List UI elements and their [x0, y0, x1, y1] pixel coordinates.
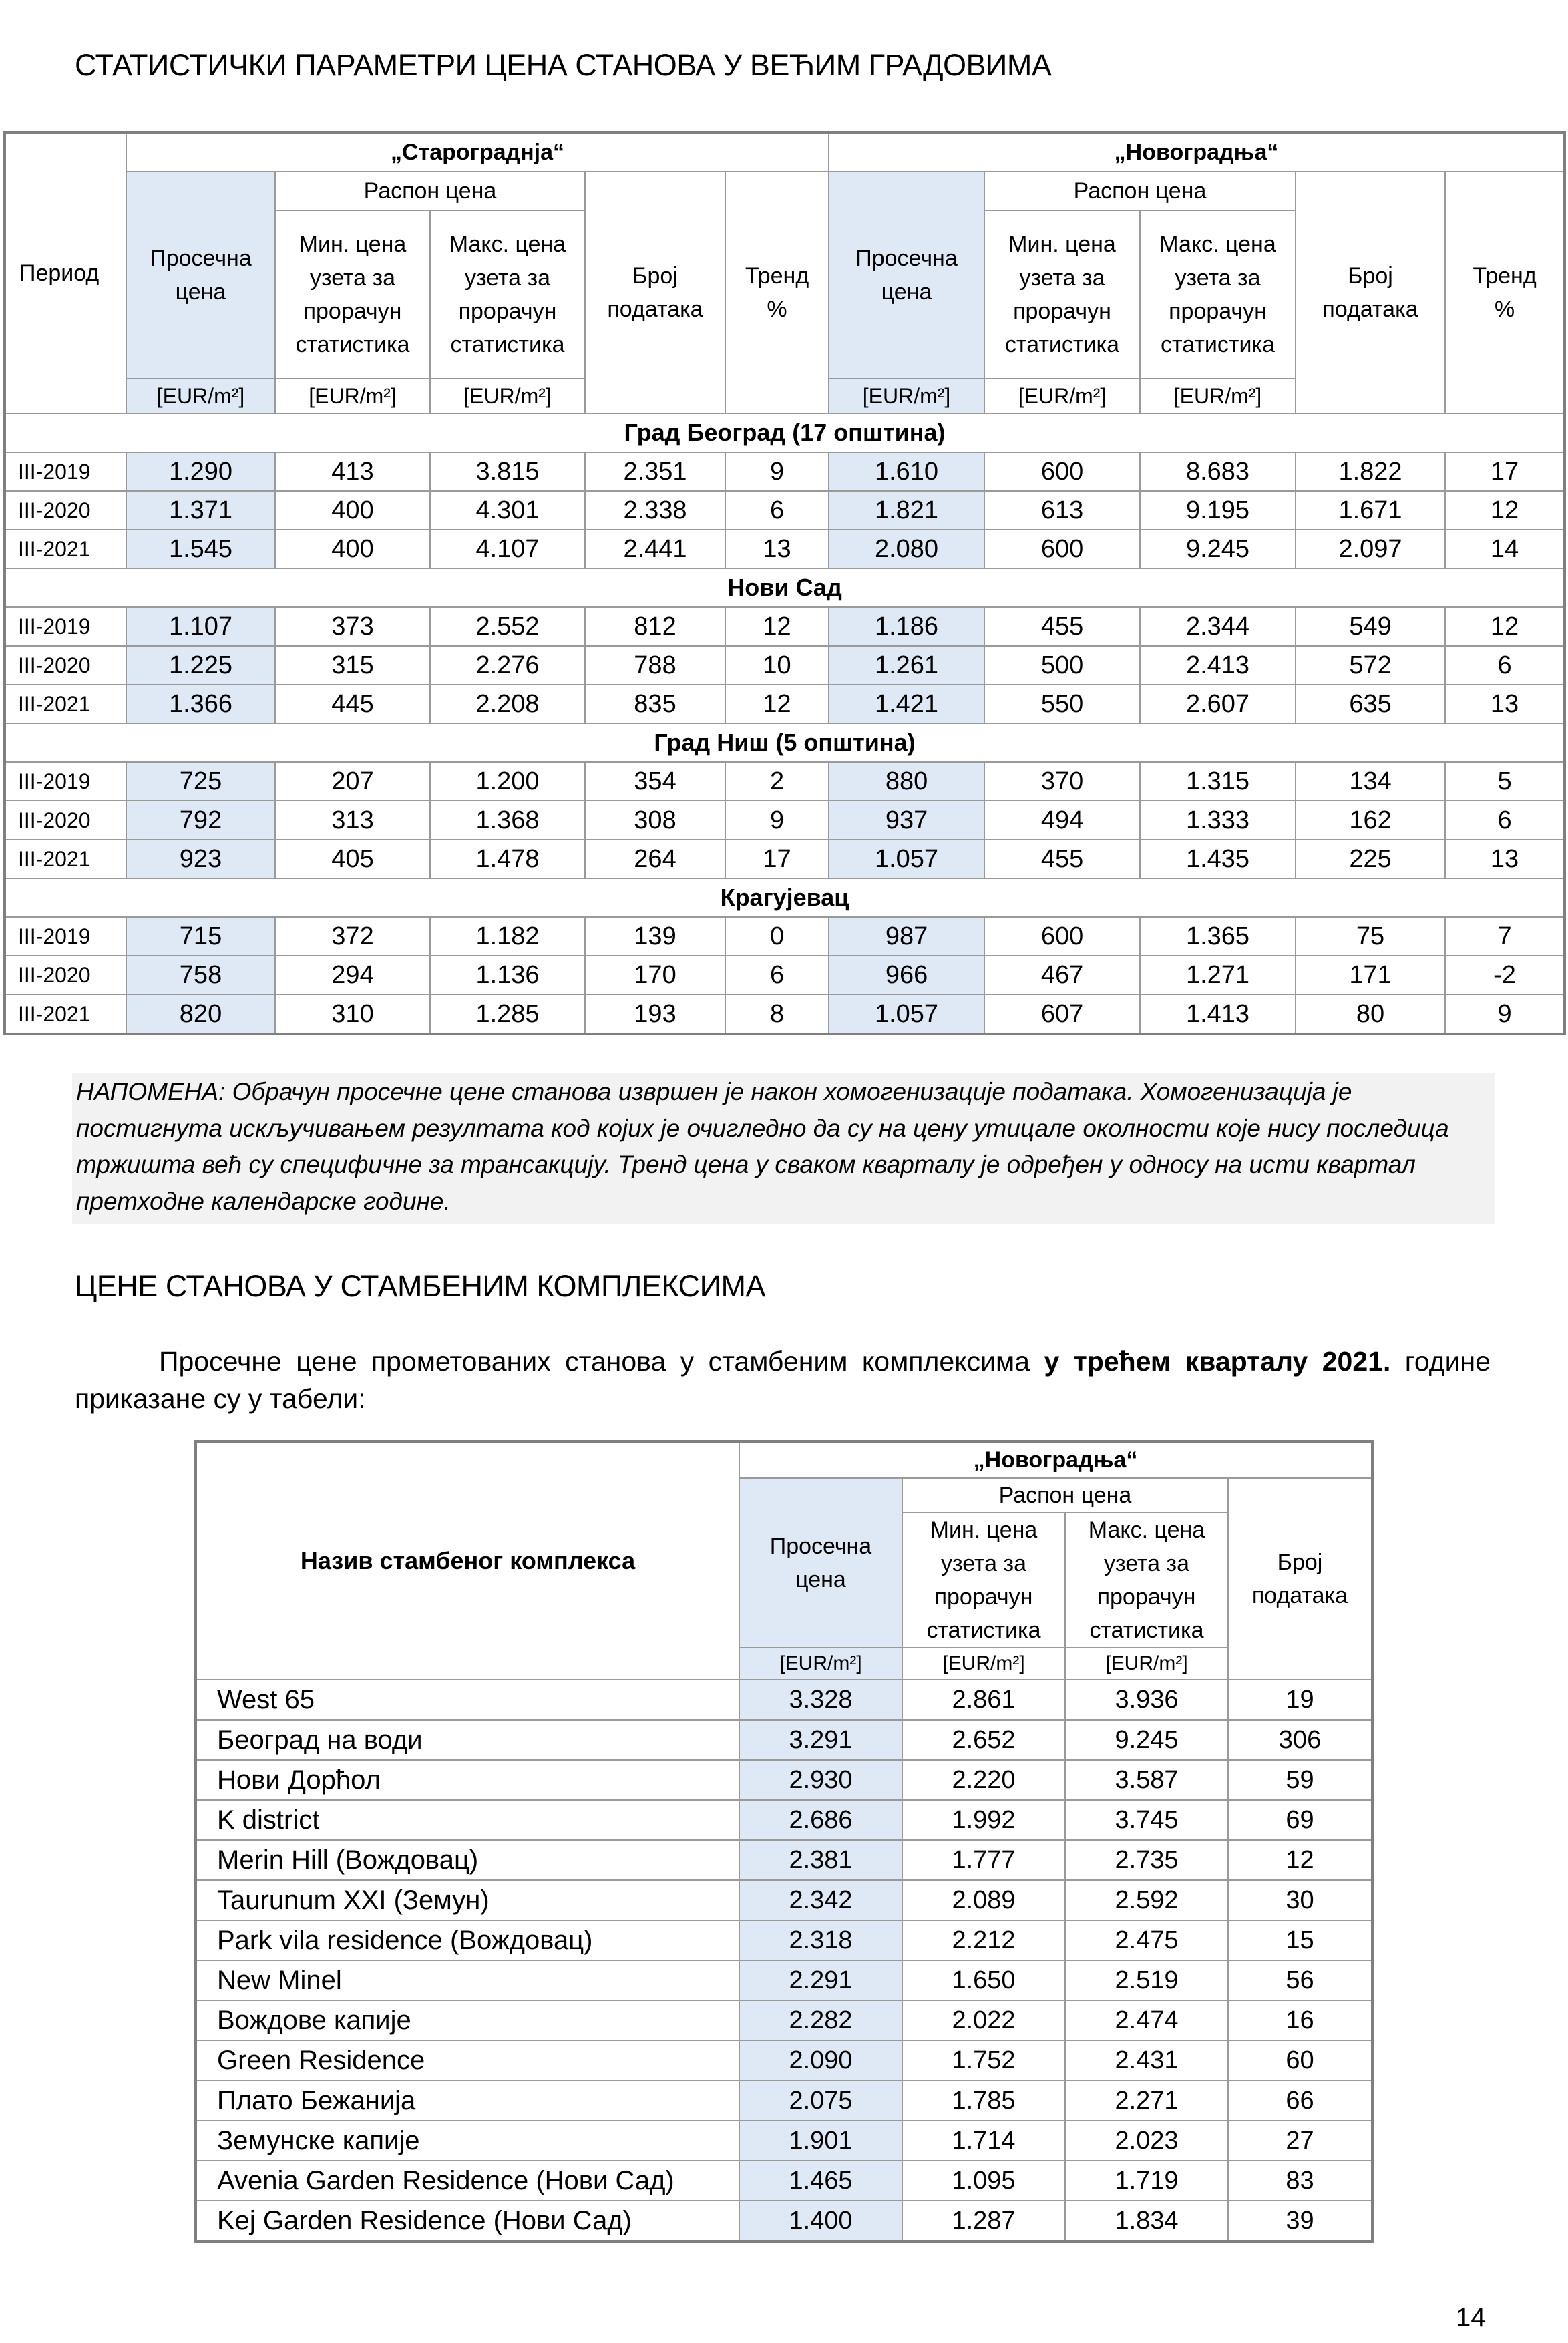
value-cell: 373 [275, 607, 430, 646]
table-row [5, 530, 1565, 568]
value-cell: 1.182 [430, 917, 585, 956]
count-header: Број података [1228, 1478, 1372, 1680]
new-price-range-header: Распон цена [984, 172, 1296, 210]
value-cell: 17 [725, 840, 829, 878]
value-cell: 1.822 [1296, 452, 1445, 491]
value-cell: 9 [725, 452, 829, 491]
value-cell: 294 [275, 956, 430, 995]
table-row [5, 607, 1565, 646]
value-cell: 937 [829, 801, 984, 840]
value-cell: -2 [1445, 956, 1565, 995]
value-cell: 2.861 [902, 1680, 1065, 1720]
complex-price-table [194, 1440, 1374, 2243]
value-cell: 1.752 [902, 2040, 1065, 2081]
value-cell: 3.291 [739, 1720, 902, 1760]
value-cell: 12 [1445, 607, 1565, 646]
section2-title: ЦЕНЕ СТАНОВА У СТАМБЕНИМ КОМПЛЕКСИМА [75, 1269, 765, 1303]
table-row [5, 840, 1565, 878]
old-count-header: Број података [585, 172, 725, 413]
value-cell: 400 [275, 530, 430, 568]
paragraph-text-end: године приказане су у табели: [75, 1346, 1491, 1414]
value-cell: 225 [1296, 840, 1445, 878]
value-cell: 2.097 [1296, 530, 1445, 568]
old-trend-header: Тренд % [725, 172, 829, 413]
value-cell: 60 [1228, 2040, 1372, 2081]
value-cell: 2.652 [902, 1720, 1065, 1760]
value-cell: 725 [126, 762, 275, 801]
value-cell: 75 [1296, 917, 1445, 956]
value-cell: 4.107 [430, 530, 585, 568]
city-group-header: Град Ниш (5 општина) [5, 723, 1565, 762]
value-cell: 1.901 [739, 2121, 902, 2161]
period-cell: III-2020 [5, 801, 126, 840]
table-row [5, 762, 1565, 801]
complex-name-cell: Београд на води [196, 1720, 739, 1760]
unit-label: [EUR/m²] [739, 1648, 902, 1680]
value-cell: 1.333 [1140, 801, 1296, 840]
value-cell: 12 [1228, 1840, 1372, 1880]
value-cell: 0 [725, 917, 829, 956]
new-min-price-header: Мин. цена узета за прорачун статистика [984, 210, 1140, 379]
value-cell: 4.301 [430, 491, 585, 530]
city-price-table [3, 131, 1566, 1035]
value-cell: 2.090 [739, 2040, 902, 2081]
value-cell: 13 [1445, 685, 1565, 723]
value-cell: 835 [585, 685, 725, 723]
value-cell: 1.421 [829, 685, 984, 723]
value-cell: 372 [275, 917, 430, 956]
value-cell: 13 [1445, 840, 1565, 878]
value-cell: 966 [829, 956, 984, 995]
value-cell: 923 [126, 840, 275, 878]
value-cell: 370 [984, 762, 1140, 801]
value-cell: 354 [585, 762, 725, 801]
new-count-header: Број података [1296, 172, 1445, 413]
value-cell: 8.683 [1140, 452, 1296, 491]
value-cell: 30 [1228, 1880, 1372, 1920]
value-cell: 17 [1445, 452, 1565, 491]
unit-label: [EUR/m²] [430, 379, 585, 413]
value-cell: 1.057 [829, 995, 984, 1034]
table-row [196, 2121, 1372, 2161]
value-cell: 1.650 [902, 1960, 1065, 2000]
value-cell: 812 [585, 607, 725, 646]
avg-price-header: Просечна цена [739, 1478, 902, 1648]
value-cell: 1.478 [430, 840, 585, 878]
value-cell: 1.285 [430, 995, 585, 1034]
table-row [5, 956, 1565, 995]
value-cell: 13 [725, 530, 829, 568]
value-cell: 1.465 [739, 2161, 902, 2201]
page-number: 14 [1456, 2303, 1486, 2332]
value-cell: 2.212 [902, 1920, 1065, 1960]
value-cell: 1.107 [126, 607, 275, 646]
value-cell: 139 [585, 917, 725, 956]
table-row [5, 995, 1565, 1034]
value-cell: 788 [585, 646, 725, 685]
value-cell: 2.344 [1140, 607, 1296, 646]
value-cell: 1.290 [126, 452, 275, 491]
table-row [196, 1680, 1372, 1720]
period-cell: III-2020 [5, 491, 126, 530]
table-row [5, 452, 1565, 491]
period-header: Период [5, 132, 126, 413]
value-cell: 306 [1228, 1720, 1372, 1760]
complex-name-cell: Merin Hill (Вождовац) [196, 1840, 739, 1880]
value-cell: 572 [1296, 646, 1445, 685]
value-cell: 6 [1445, 801, 1565, 840]
complex-name-cell: New Minel [196, 1960, 739, 2000]
value-cell: 7 [1445, 917, 1565, 956]
table-row [5, 917, 1565, 956]
table-row [196, 2161, 1372, 2201]
value-cell: 80 [1296, 995, 1445, 1034]
table-row [196, 1840, 1372, 1880]
value-cell: 6 [725, 491, 829, 530]
value-cell: 792 [126, 801, 275, 840]
price-range-header: Распон цена [902, 1478, 1228, 1513]
value-cell: 2.552 [430, 607, 585, 646]
value-cell: 170 [585, 956, 725, 995]
table-row [196, 1920, 1372, 1960]
complex-name-cell: Земунске капије [196, 2121, 739, 2161]
value-cell: 467 [984, 956, 1140, 995]
table-row [196, 1720, 1372, 1760]
paragraph-bold: у трећем кварталу 2021. [1044, 1346, 1391, 1377]
value-cell: 1.610 [829, 452, 984, 491]
value-cell: 5 [1445, 762, 1565, 801]
complex-name-cell: Плато Бежанија [196, 2081, 739, 2121]
new-trend-header: Тренд % [1445, 172, 1565, 413]
value-cell: 27 [1228, 2121, 1372, 2161]
value-cell: 1.365 [1140, 917, 1296, 956]
old-min-price-header: Мин. цена узета за прорачун статистика [275, 210, 430, 379]
city-group-header: Крагујевац [5, 878, 1565, 917]
table-row [196, 1800, 1372, 1840]
value-cell: 600 [984, 530, 1140, 568]
value-cell: 1.287 [902, 2201, 1065, 2241]
value-cell: 2.930 [739, 1760, 902, 1800]
old-build-header: „Старограднја“ [126, 132, 829, 172]
value-cell: 9 [1445, 995, 1565, 1034]
value-cell: 1.366 [126, 685, 275, 723]
period-cell: III-2020 [5, 646, 126, 685]
value-cell: 1.200 [430, 762, 585, 801]
value-cell: 613 [984, 491, 1140, 530]
value-cell: 8 [725, 995, 829, 1034]
period-cell: III-2019 [5, 452, 126, 491]
complex-name-cell: K district [196, 1800, 739, 1840]
period-cell: III-2019 [5, 762, 126, 801]
value-cell: 9.245 [1065, 1720, 1228, 1760]
value-cell: 15 [1228, 1920, 1372, 1960]
value-cell: 39 [1228, 2201, 1372, 2241]
value-cell: 1.785 [902, 2081, 1065, 2121]
value-cell: 207 [275, 762, 430, 801]
value-cell: 2.381 [739, 1840, 902, 1880]
value-cell: 455 [984, 840, 1140, 878]
methodology-note: НАПОМЕНА: Обрачун просечне цене станова извршен је након хомогенизације података. Хомогенизација је постигнута искључивањем резултата код којих је очигледно да су на цену утицале околности које нису последица тржишта већ су специфичне за трансакцију. Тренд цена у сваком кварталу је одређен у односу на исти квартал претходне календарске године. [72, 1073, 1495, 1224]
city-group-header: Град Београд (17 општина) [5, 413, 1565, 452]
value-cell: 413 [275, 452, 430, 491]
value-cell: 66 [1228, 2081, 1372, 2121]
value-cell: 400 [275, 491, 430, 530]
value-cell: 9.245 [1140, 530, 1296, 568]
value-cell: 820 [126, 995, 275, 1034]
table-row [196, 1960, 1372, 2000]
value-cell: 1.271 [1140, 956, 1296, 995]
value-cell: 445 [275, 685, 430, 723]
complex-name-cell: Вождове капије [196, 2000, 739, 2040]
unit-label: [EUR/m²] [984, 379, 1140, 413]
complex-name-cell: West 65 [196, 1680, 739, 1720]
table-row [196, 1760, 1372, 1800]
value-cell: 2.075 [739, 2081, 902, 2121]
value-cell: 2.208 [430, 685, 585, 723]
unit-label: [EUR/m²] [829, 379, 984, 413]
value-cell: 2.607 [1140, 685, 1296, 723]
value-cell: 12 [725, 685, 829, 723]
value-cell: 715 [126, 917, 275, 956]
intro-paragraph [75, 1342, 1491, 1417]
table-row [196, 2000, 1372, 2040]
value-cell: 1.225 [126, 646, 275, 685]
value-cell: 2.735 [1065, 1840, 1228, 1880]
value-cell: 2.686 [739, 1800, 902, 1840]
value-cell: 1.186 [829, 607, 984, 646]
value-cell: 6 [1445, 646, 1565, 685]
new-build-header: „Новоградња“ [739, 1441, 1372, 1478]
new-avg-price-header: Просечна цена [829, 172, 984, 379]
value-cell: 69 [1228, 1800, 1372, 1840]
value-cell: 2.318 [739, 1920, 902, 1960]
period-cell: III-2021 [5, 995, 126, 1034]
value-cell: 2.413 [1140, 646, 1296, 685]
value-cell: 315 [275, 646, 430, 685]
value-cell: 494 [984, 801, 1140, 840]
complex-name-cell: Нови Дорћол [196, 1760, 739, 1800]
period-cell: III-2021 [5, 840, 126, 878]
paragraph-text: Просечне цене прометованих станова у стамбеним комплексима [159, 1346, 1044, 1377]
value-cell: 308 [585, 801, 725, 840]
table-row [5, 646, 1565, 685]
unit-label: [EUR/m²] [1140, 379, 1296, 413]
value-cell: 1.821 [829, 491, 984, 530]
value-cell: 2.342 [739, 1880, 902, 1920]
value-cell: 1.413 [1140, 995, 1296, 1034]
old-avg-price-header: Просечна цена [126, 172, 275, 379]
table-row [196, 2040, 1372, 2081]
value-cell: 264 [585, 840, 725, 878]
value-cell: 2.276 [430, 646, 585, 685]
value-cell: 193 [585, 995, 725, 1034]
value-cell: 6 [725, 956, 829, 995]
complex-name-cell: Kej Garden Residence (Нови Сад) [196, 2201, 739, 2241]
table-row [5, 801, 1565, 840]
value-cell: 1.057 [829, 840, 984, 878]
value-cell: 1.992 [902, 1800, 1065, 1840]
max-price-header: Макс. цена узета за прорачун статистика [1065, 1513, 1228, 1648]
complex-name-cell: Taurunum XXI (Земун) [196, 1880, 739, 1920]
value-cell: 162 [1296, 801, 1445, 840]
table-row [196, 1880, 1372, 1920]
value-cell: 2.089 [902, 1880, 1065, 1920]
value-cell: 1.400 [739, 2201, 902, 2241]
value-cell: 59 [1228, 1760, 1372, 1800]
complex-name-cell: Park vila residence (Вождовац) [196, 1920, 739, 1960]
table-row [196, 2201, 1372, 2241]
min-price-header: Мин. цена узета за прорачун статистика [902, 1513, 1065, 1648]
value-cell: 2.474 [1065, 2000, 1228, 2040]
new-max-price-header: Макс. цена узета за прорачун статистика [1140, 210, 1296, 379]
complex-name-header: Назив стамбеног комплекса [196, 1441, 739, 1680]
unit-label: [EUR/m²] [275, 379, 430, 413]
value-cell: 313 [275, 801, 430, 840]
value-cell: 2.475 [1065, 1920, 1228, 1960]
value-cell: 2.022 [902, 2000, 1065, 2040]
value-cell: 2.271 [1065, 2081, 1228, 2121]
value-cell: 14 [1445, 530, 1565, 568]
value-cell: 1.435 [1140, 840, 1296, 878]
value-cell: 549 [1296, 607, 1445, 646]
value-cell: 600 [984, 917, 1140, 956]
value-cell: 1.834 [1065, 2201, 1228, 2241]
complex-name-cell: Green Residence [196, 2040, 739, 2081]
value-cell: 3.936 [1065, 1680, 1228, 1720]
unit-label: [EUR/m²] [902, 1648, 1065, 1680]
value-cell: 1.095 [902, 2161, 1065, 2201]
value-cell: 3.328 [739, 1680, 902, 1720]
value-cell: 1.371 [126, 491, 275, 530]
table-row [5, 491, 1565, 530]
period-cell: III-2021 [5, 530, 126, 568]
value-cell: 171 [1296, 956, 1445, 995]
value-cell: 550 [984, 685, 1140, 723]
value-cell: 600 [984, 452, 1140, 491]
value-cell: 134 [1296, 762, 1445, 801]
city-group-header: Нови Сад [5, 568, 1565, 607]
value-cell: 1.261 [829, 646, 984, 685]
unit-label: [EUR/m²] [1065, 1648, 1228, 1680]
value-cell: 2.431 [1065, 2040, 1228, 2081]
value-cell: 12 [1445, 491, 1565, 530]
value-cell: 2.592 [1065, 1880, 1228, 1920]
old-price-range-header: Распон цена [275, 172, 585, 210]
period-cell: III-2019 [5, 917, 126, 956]
value-cell: 2.282 [739, 2000, 902, 2040]
value-cell: 9.195 [1140, 491, 1296, 530]
value-cell: 1.714 [902, 2121, 1065, 2161]
old-max-price-header: Макс. цена узета за прорачун статистика [430, 210, 585, 379]
value-cell: 500 [984, 646, 1140, 685]
section1-title: СТАТИСТИЧКИ ПАРАМЕТРИ ЦЕНА СТАНОВА У ВЕЋИМ ГРАДОВИМА [75, 48, 1052, 82]
period-cell: III-2020 [5, 956, 126, 995]
value-cell: 880 [829, 762, 984, 801]
value-cell: 2.291 [739, 1960, 902, 2000]
table-row [5, 685, 1565, 723]
value-cell: 2.023 [1065, 2121, 1228, 2161]
value-cell: 1.545 [126, 530, 275, 568]
value-cell: 455 [984, 607, 1140, 646]
value-cell: 9 [725, 801, 829, 840]
value-cell: 2.080 [829, 530, 984, 568]
table-row [196, 2081, 1372, 2121]
value-cell: 10 [725, 646, 829, 685]
value-cell: 56 [1228, 1960, 1372, 2000]
value-cell: 83 [1228, 2161, 1372, 2201]
value-cell: 2.338 [585, 491, 725, 530]
value-cell: 2.220 [902, 1760, 1065, 1800]
value-cell: 19 [1228, 1680, 1372, 1720]
complex-name-cell: Avenia Garden Residence (Нови Сад) [196, 2161, 739, 2201]
value-cell: 1.719 [1065, 2161, 1228, 2201]
value-cell: 758 [126, 956, 275, 995]
value-cell: 310 [275, 995, 430, 1034]
value-cell: 607 [984, 995, 1140, 1034]
value-cell: 16 [1228, 2000, 1372, 2040]
period-cell: III-2019 [5, 607, 126, 646]
value-cell: 635 [1296, 685, 1445, 723]
value-cell: 3.587 [1065, 1760, 1228, 1800]
value-cell: 1.315 [1140, 762, 1296, 801]
value-cell: 2.441 [585, 530, 725, 568]
value-cell: 987 [829, 917, 984, 956]
value-cell: 405 [275, 840, 430, 878]
value-cell: 2 [725, 762, 829, 801]
period-cell: III-2021 [5, 685, 126, 723]
value-cell: 12 [725, 607, 829, 646]
value-cell: 1.671 [1296, 491, 1445, 530]
value-cell: 1.136 [430, 956, 585, 995]
value-cell: 2.351 [585, 452, 725, 491]
new-build-header: „Новоградња“ [829, 132, 1565, 172]
value-cell: 1.777 [902, 1840, 1065, 1880]
value-cell: 3.745 [1065, 1800, 1228, 1840]
value-cell: 3.815 [430, 452, 585, 491]
value-cell: 1.368 [430, 801, 585, 840]
value-cell: 2.519 [1065, 1960, 1228, 2000]
unit-label: [EUR/m²] [126, 379, 275, 413]
